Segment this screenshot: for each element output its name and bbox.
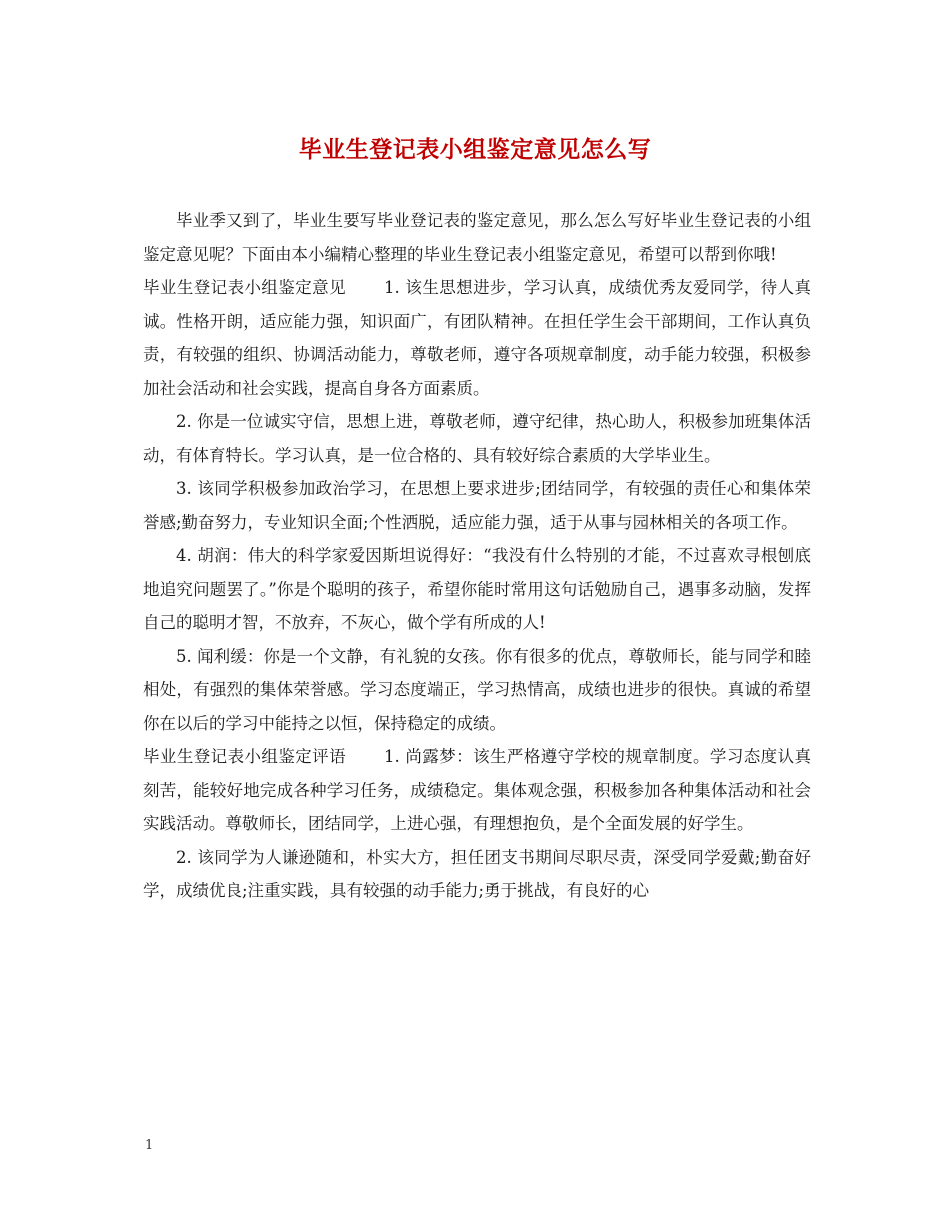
- opinion-item-4: 4. 胡润：伟大的科学家爱因斯坦说得好：“我没有什么特别的才能，不过喜欢寻根刨底地追究问题罢了。”你是个聪明的孩子，希望你能时常用这句话勉励自己，遇事多动脑，发挥自己的聪明才智，不放弃，不灰心，做个学有所成的人!: [143, 546, 811, 632]
- opinion-item-1: 1. 该生思想进步，学习认真，成绩优秀友爱同学，待人真诚。性格开朗，适应能力强，知识面广，有团队精神。在担任学生会干部期间，工作认真负责，有较强的组织、协调活动能力，尊敬老师，遵守各项规章制度，动手能力较强，积极参加社会活动和社会实践，提高自身各方面素质。: [143, 278, 811, 398]
- section-paragraph: [143, 740, 811, 841]
- document-title: 毕业生登记表小组鉴定意见怎么写: [298, 136, 652, 163]
- comment-item-1: 1. 尚露梦：该生严格遵守学校的规章制度。学习态度认真刻苦，能较好地完成各种学习任务，成绩稳定。集体观念强，积极参加各种集体活动和社会实践活动。尊敬师长，团结同学，上进心强，有理想抱负，是个全面发展的好学生。: [143, 747, 811, 833]
- section-paragraph: [143, 271, 811, 405]
- section-heading-opinion: 毕业生登记表小组鉴定意见: [143, 278, 346, 297]
- opinion-item-5: 5. 闻利缓：你是一个文静，有礼貌的女孩。你有很多的优点，尊敬师长，能与同学和睦相处，有强烈的集体荣誉感。学习态度端正，学习热情高，成绩也进步的很快。真诚的希望你在以后的学习中能持之以恒，保持稳定的成绩。: [143, 646, 811, 733]
- intro-paragraph: 毕业季又到了，毕业生要写毕业登记表的鉴定意见，那么怎么写好毕业生登记表的小组鉴定意见呢？下面由本小编精心整理的毕业生登记表小组鉴定意见，希望可以帮到你哦!: [143, 211, 811, 264]
- comment-item-2: 2. 该同学为人谦逊随和，朴实大方，担任团支书期间尽职尽责，深受同学爱戴;勤奋好学，成绩优良;注重实践，具有较强的动手能力;勇于挑战，有良好的心: [143, 847, 811, 900]
- section-heading-comment: 毕业生登记表小组鉴定评语: [143, 747, 346, 766]
- page-number: 1: [145, 1138, 154, 1153]
- opinion-item-3: 3. 该同学积极参加政治学习，在思想上要求进步;团结同学，有较强的责任心和集体荣誉感;勤奋努力，专业知识全面;个性洒脱，适应能力强，适于从事与园林相关的各项工作。: [143, 479, 811, 532]
- opinion-item-2: 2. 你是一位诚实守信，思想上进，尊敬老师，遵守纪律，热心助人，积极参加班集体活动，有体育特长。学习认真，是一位合格的、具有较好综合素质的大学毕业生。: [143, 412, 811, 465]
- document-body: [143, 204, 811, 908]
